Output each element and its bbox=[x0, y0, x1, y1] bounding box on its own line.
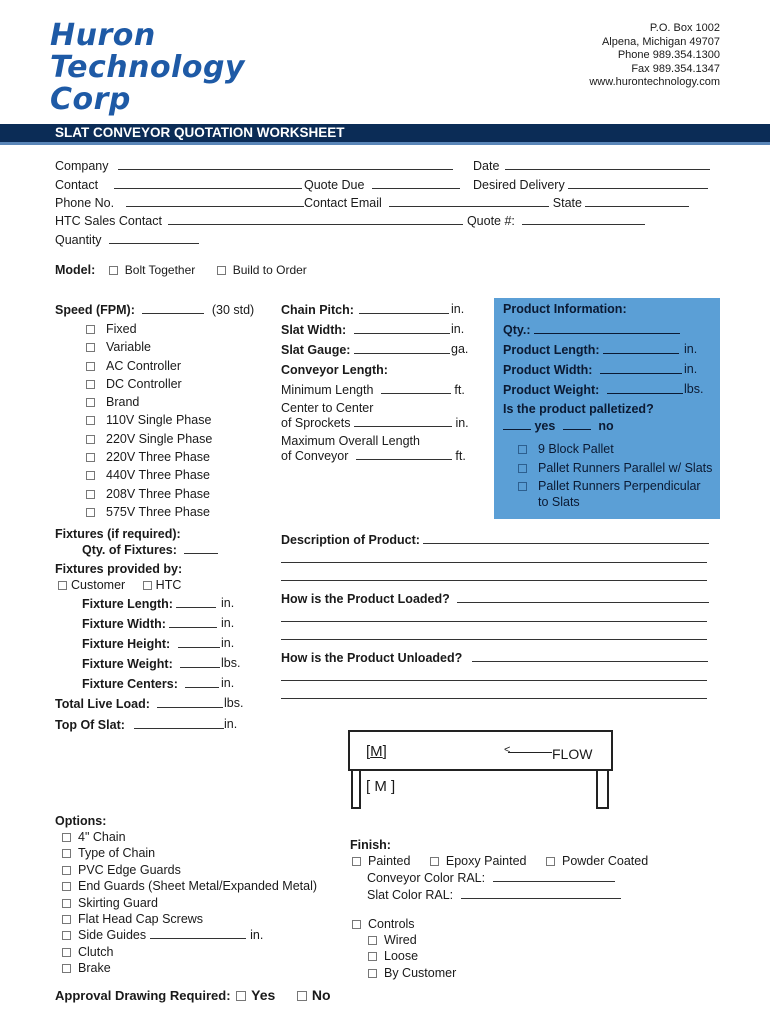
company-input[interactable] bbox=[118, 158, 453, 170]
of-conveyor-label: of Conveyor bbox=[281, 449, 349, 463]
conveyor-length-heading: Conveyor Length: bbox=[281, 363, 388, 377]
checkbox[interactable] bbox=[62, 866, 71, 875]
flow-label: FLOW bbox=[552, 746, 593, 762]
contact-email-label: Contact Email bbox=[304, 196, 382, 210]
product-width-label: Product Width: bbox=[503, 363, 593, 377]
total-live-load-label: Total Live Load: bbox=[55, 697, 150, 711]
checkbox[interactable] bbox=[62, 849, 71, 858]
of-conveyor-input[interactable] bbox=[356, 448, 452, 460]
option-type-of-chain[interactable]: Type of Chain bbox=[62, 845, 317, 861]
address-po-box: P.O. Box 1002 bbox=[649, 22, 720, 34]
approval-row bbox=[55, 987, 331, 1003]
speed-option-440v-three[interactable]: 440V Three Phase bbox=[86, 466, 212, 484]
slat-width-label: Slat Width: bbox=[281, 323, 347, 337]
fixture-height-label: Fixture Height: bbox=[82, 637, 171, 651]
conveyor-color-label: Conveyor Color RAL: bbox=[367, 871, 486, 885]
logo-line-3: Corp bbox=[50, 82, 131, 117]
model-row bbox=[55, 263, 307, 277]
side-guides-input[interactable] bbox=[150, 927, 246, 939]
description-label: Description of Product: bbox=[281, 533, 420, 547]
palletized-yes-input[interactable] bbox=[503, 418, 531, 430]
fixture-centers-input[interactable] bbox=[185, 676, 219, 688]
date-input[interactable] bbox=[505, 158, 710, 170]
fixtures-qty-label: Qty. of Fixtures: bbox=[82, 543, 177, 557]
quote-due-input[interactable] bbox=[372, 177, 460, 189]
slat-gauge-input[interactable] bbox=[354, 342, 450, 354]
top-of-slat-unit: in. bbox=[224, 717, 238, 731]
checkbox[interactable] bbox=[86, 325, 95, 334]
provider-htc[interactable]: HTC bbox=[143, 578, 182, 592]
fixture-height-field bbox=[82, 636, 220, 651]
max-overall-length-label: Maximum Overall Length bbox=[281, 434, 420, 448]
chain-pitch-field bbox=[281, 302, 449, 317]
speed-std: (30 std) bbox=[211, 303, 255, 317]
conveyor-right-leg bbox=[596, 771, 609, 809]
model-bolt-together[interactable]: Bolt Together bbox=[109, 263, 196, 277]
options-heading: Options: bbox=[55, 814, 107, 828]
chain-pitch-label: Chain Pitch: bbox=[281, 303, 354, 317]
of-conveyor-unit: ft. bbox=[455, 449, 466, 463]
checkbox[interactable] bbox=[430, 857, 439, 866]
fixture-length-field bbox=[82, 596, 216, 611]
pallet-options bbox=[518, 440, 712, 509]
of-conveyor-field bbox=[281, 448, 466, 463]
phone-input[interactable] bbox=[126, 195, 304, 207]
side-guides-unit: in. bbox=[250, 928, 264, 943]
controls-checkbox[interactable] bbox=[352, 920, 361, 929]
fixture-centers-unit: in. bbox=[221, 676, 235, 690]
unloaded-label: How is the Product Unloaded? bbox=[281, 651, 463, 665]
unloaded-line-2[interactable] bbox=[281, 680, 707, 681]
checkbox[interactable] bbox=[62, 882, 71, 891]
minimum-length-field bbox=[281, 382, 465, 397]
speed-option-fixed[interactable]: Fixed bbox=[86, 320, 212, 338]
state-label: State bbox=[552, 196, 582, 210]
fixture-centers-field bbox=[82, 676, 219, 691]
htc-sales-contact-input[interactable] bbox=[168, 213, 463, 225]
product-width-input[interactable] bbox=[600, 362, 682, 374]
loaded-label: How is the Product Loaded? bbox=[281, 592, 450, 606]
checkbox[interactable] bbox=[86, 490, 95, 499]
motor-top-label: M bbox=[370, 743, 383, 760]
contact-input[interactable] bbox=[114, 177, 302, 189]
finish-heading: Finish: bbox=[350, 838, 391, 852]
contact-email-field bbox=[304, 195, 689, 210]
fixture-width-unit: in. bbox=[221, 616, 235, 630]
speed-option-208v-three[interactable]: 208V Three Phase bbox=[86, 485, 212, 503]
checkbox[interactable] bbox=[143, 581, 152, 590]
chain-pitch-unit: in. bbox=[451, 302, 465, 316]
product-length-field bbox=[503, 342, 679, 357]
htc-sales-contact-label: HTC Sales Contact bbox=[55, 214, 162, 228]
product-qty-label: Qty.: bbox=[503, 323, 531, 337]
top-of-slat-label: Top Of Slat: bbox=[55, 718, 125, 732]
pallet-option-9-block[interactable]: 9 Block Pallet bbox=[518, 440, 712, 459]
speed-field bbox=[55, 302, 254, 317]
fixture-length-label: Fixture Length: bbox=[82, 597, 173, 611]
slat-gauge-field bbox=[281, 342, 450, 357]
speed-label: Speed (FPM): bbox=[55, 303, 135, 317]
contact-label: Contact bbox=[55, 178, 99, 192]
motor-bottom-marker: [ M ] bbox=[366, 778, 396, 795]
sprockets-input[interactable] bbox=[354, 415, 452, 427]
speed-option-575v-three[interactable]: 575V Three Phase bbox=[86, 503, 212, 521]
quantity-field bbox=[55, 232, 199, 247]
fixtures-provided-by: Fixtures provided by: bbox=[55, 562, 183, 576]
option-end-guards[interactable]: End Guards (Sheet Metal/Expanded Metal) bbox=[62, 878, 317, 894]
sprockets-unit: in. bbox=[455, 416, 469, 430]
unloaded-line-3[interactable] bbox=[281, 698, 707, 699]
approval-no[interactable]: No bbox=[297, 988, 331, 1003]
checkbox[interactable] bbox=[62, 964, 71, 973]
checkbox[interactable] bbox=[236, 991, 246, 1001]
checkbox[interactable] bbox=[518, 445, 527, 454]
model-build-to-order[interactable]: Build to Order bbox=[217, 263, 307, 277]
total-live-load-field bbox=[55, 696, 223, 711]
quote-due-field bbox=[304, 177, 460, 192]
conveyor-color-input[interactable] bbox=[493, 870, 615, 882]
checkbox[interactable] bbox=[86, 453, 95, 462]
product-weight-label: Product Weight: bbox=[503, 383, 600, 397]
checkbox[interactable] bbox=[368, 936, 377, 945]
checkbox[interactable] bbox=[546, 857, 555, 866]
option-4-chain[interactable]: 4" Chain bbox=[62, 829, 317, 845]
logo-line-1: Huron bbox=[50, 18, 156, 53]
fixture-weight-label: Fixture Weight: bbox=[82, 657, 173, 671]
checkbox[interactable] bbox=[518, 482, 527, 491]
company-address bbox=[589, 22, 720, 90]
loaded-input[interactable] bbox=[457, 591, 709, 603]
minimum-length-label: Minimum Length bbox=[281, 383, 374, 397]
checkbox[interactable] bbox=[86, 435, 95, 444]
date-label: Date bbox=[473, 159, 500, 173]
options-list bbox=[62, 829, 317, 977]
unloaded-input[interactable] bbox=[472, 650, 708, 662]
conveyor-left-leg bbox=[351, 771, 361, 809]
quote-due-label: Quote Due bbox=[304, 178, 365, 192]
slat-color-label: Slat Color RAL: bbox=[367, 888, 454, 902]
unloaded-field bbox=[281, 650, 708, 665]
slat-width-input[interactable] bbox=[354, 322, 450, 334]
product-width-field bbox=[503, 362, 682, 377]
fixture-length-unit: in. bbox=[221, 596, 235, 610]
company-logo bbox=[50, 20, 245, 116]
chain-pitch-input[interactable] bbox=[359, 302, 449, 314]
fixture-weight-input[interactable] bbox=[180, 656, 220, 668]
fixture-width-label: Fixture Width: bbox=[82, 617, 166, 631]
build-to-order-checkbox[interactable] bbox=[217, 266, 226, 275]
conveyor-bed-bottom bbox=[348, 769, 613, 771]
minimum-length-unit: ft. bbox=[454, 383, 465, 397]
state-input[interactable] bbox=[585, 195, 689, 207]
title-underline bbox=[0, 142, 770, 145]
loaded-line-2[interactable] bbox=[281, 621, 707, 622]
page-title: SLAT CONVEYOR QUOTATION WORKSHEET bbox=[0, 124, 770, 142]
company-field bbox=[55, 158, 453, 173]
controls-loose[interactable]: Loose bbox=[368, 948, 456, 964]
product-weight-field bbox=[503, 382, 683, 397]
product-weight-unit: lbs. bbox=[684, 382, 704, 396]
checkbox[interactable] bbox=[62, 931, 71, 940]
product-length-input[interactable] bbox=[603, 342, 679, 354]
conveyor-diagram bbox=[348, 730, 613, 810]
checkbox[interactable] bbox=[86, 362, 95, 371]
palletized-answer bbox=[503, 418, 614, 433]
controls-wired[interactable]: Wired bbox=[368, 932, 456, 948]
fixtures-qty-input[interactable] bbox=[184, 542, 218, 554]
loaded-field bbox=[281, 591, 709, 606]
checkbox[interactable] bbox=[86, 380, 95, 389]
approval-label: Approval Drawing Required: bbox=[55, 988, 231, 1003]
address-city: Alpena, Michigan 49707 bbox=[601, 35, 720, 48]
slat-color-field bbox=[367, 887, 621, 902]
contact-email-input[interactable] bbox=[389, 195, 549, 207]
palletized-no-input[interactable] bbox=[563, 418, 591, 430]
fixture-height-input[interactable] bbox=[178, 636, 220, 648]
contact-field bbox=[55, 177, 302, 192]
option-clutch[interactable]: Clutch bbox=[62, 944, 317, 960]
quote-no-label: Quote #: bbox=[466, 214, 515, 228]
checkbox[interactable] bbox=[86, 508, 95, 517]
total-live-load-unit: lbs. bbox=[224, 696, 244, 710]
controls-options bbox=[368, 932, 456, 981]
description-line-2[interactable] bbox=[281, 562, 707, 563]
option-pvc-edge-guards[interactable]: PVC Edge Guards bbox=[62, 862, 317, 878]
finish-epoxy-painted[interactable]: Epoxy Painted bbox=[430, 854, 527, 868]
checkbox[interactable] bbox=[368, 969, 377, 978]
controls-by-customer[interactable]: By Customer bbox=[368, 965, 456, 981]
fixtures-qty-field bbox=[82, 542, 218, 557]
flow-arrow-head-icon: < bbox=[504, 744, 511, 756]
pallet-option-perpendicular-cont: to Slats bbox=[538, 494, 580, 509]
product-length-label: Product Length: bbox=[503, 343, 600, 357]
fixture-width-input[interactable] bbox=[169, 616, 217, 628]
desired-delivery-field bbox=[473, 177, 708, 192]
checkbox[interactable] bbox=[86, 343, 95, 352]
pallet-option-perpendicular[interactable]: Pallet Runners Perpendicular bbox=[518, 477, 712, 496]
palletized-yes-label: yes bbox=[534, 419, 556, 433]
slat-width-unit: in. bbox=[451, 322, 465, 336]
phone-label: Phone No. bbox=[55, 196, 115, 210]
top-of-slat-input[interactable] bbox=[134, 717, 224, 729]
option-flat-head-cap-screws[interactable]: Flat Head Cap Screws bbox=[62, 911, 317, 927]
product-qty-field bbox=[503, 322, 680, 337]
model-label: Model: bbox=[55, 263, 96, 277]
checkbox[interactable] bbox=[86, 398, 95, 407]
quantity-input[interactable] bbox=[109, 232, 199, 244]
description-line-3[interactable] bbox=[281, 580, 707, 581]
option-side-guides[interactable]: Side Guides in. bbox=[62, 927, 317, 943]
finish-options bbox=[352, 854, 648, 868]
speed-options bbox=[86, 320, 212, 521]
motor-bottom-label: M bbox=[374, 778, 387, 795]
slat-gauge-label: Slat Gauge: bbox=[281, 343, 351, 357]
slat-width-field bbox=[281, 322, 450, 337]
product-qty-input[interactable] bbox=[534, 322, 680, 334]
speed-option-220v-three[interactable]: 220V Three Phase bbox=[86, 448, 212, 466]
desired-delivery-input[interactable] bbox=[568, 177, 708, 189]
palletized-question: Is the product palletized? bbox=[503, 402, 654, 416]
quantity-label: Quantity bbox=[55, 233, 102, 247]
product-weight-input[interactable] bbox=[607, 382, 683, 394]
checkbox[interactable] bbox=[86, 416, 95, 425]
checkbox[interactable] bbox=[368, 952, 377, 961]
bolt-together-checkbox[interactable] bbox=[109, 266, 118, 275]
date-field bbox=[473, 158, 710, 173]
controls-label: Controls bbox=[368, 917, 415, 931]
speed-option-brand[interactable]: Brand bbox=[86, 393, 212, 411]
speed-option-ac-controller[interactable]: AC Controller bbox=[86, 357, 212, 375]
checkbox[interactable] bbox=[297, 991, 307, 1001]
quote-no-input[interactable] bbox=[522, 213, 645, 225]
fixtures-provider-options bbox=[58, 578, 181, 592]
htc-sales-contact-field bbox=[55, 213, 645, 228]
fixtures-heading: Fixtures (if required): bbox=[55, 527, 181, 541]
fixture-weight-unit: lbs. bbox=[221, 656, 241, 670]
speed-option-220v-single[interactable]: 220V Single Phase bbox=[86, 430, 212, 448]
slat-gauge-unit: ga. bbox=[451, 342, 469, 356]
speed-option-variable[interactable]: Variable bbox=[86, 338, 212, 356]
description-field bbox=[281, 532, 709, 547]
fixture-width-field bbox=[82, 616, 217, 631]
slat-color-input[interactable] bbox=[461, 887, 621, 899]
checkbox[interactable] bbox=[58, 581, 67, 590]
checkbox[interactable] bbox=[62, 948, 71, 957]
company-label: Company bbox=[55, 159, 109, 173]
fixture-weight-field bbox=[82, 656, 220, 671]
product-length-unit: in. bbox=[684, 342, 698, 356]
product-width-unit: in. bbox=[684, 362, 698, 376]
finish-powder-coated[interactable]: Powder Coated bbox=[546, 854, 648, 868]
option-brake[interactable]: Brake bbox=[62, 960, 317, 976]
checkbox[interactable] bbox=[86, 471, 95, 480]
motor-top-marker: [M] bbox=[366, 743, 387, 760]
phone-field bbox=[55, 195, 304, 210]
speed-option-110v-single[interactable]: 110V Single Phase bbox=[86, 411, 212, 429]
logo-line-2: Technology bbox=[50, 50, 245, 85]
checkbox[interactable] bbox=[352, 857, 361, 866]
finish-painted[interactable]: Painted bbox=[352, 854, 410, 868]
provider-customer[interactable]: Customer bbox=[58, 578, 125, 592]
fixture-centers-label: Fixture Centers: bbox=[82, 677, 178, 691]
desired-delivery-label: Desired Delivery bbox=[473, 178, 565, 192]
conveyor-color-field bbox=[367, 870, 615, 885]
address-fax: Fax 989.354.1347 bbox=[631, 62, 720, 75]
sprockets-label: of Sprockets bbox=[281, 416, 351, 430]
speed-input[interactable] bbox=[142, 302, 204, 314]
pallet-option-parallel[interactable]: Pallet Runners Parallel w/ Slats bbox=[518, 459, 712, 478]
checkbox[interactable] bbox=[518, 464, 527, 473]
sprockets-field bbox=[281, 415, 469, 430]
palletized-no-label: no bbox=[598, 419, 614, 433]
loaded-line-3[interactable] bbox=[281, 639, 707, 640]
top-of-slat-field bbox=[55, 717, 224, 732]
description-input[interactable] bbox=[423, 532, 709, 544]
controls-heading[interactable] bbox=[352, 917, 415, 931]
speed-option-dc-controller[interactable]: DC Controller bbox=[86, 375, 212, 393]
minimum-length-input[interactable] bbox=[381, 382, 451, 394]
total-live-load-input[interactable] bbox=[157, 696, 223, 708]
fixture-length-input[interactable] bbox=[176, 596, 216, 608]
fixture-height-unit: in. bbox=[221, 636, 235, 650]
checkbox[interactable] bbox=[62, 899, 71, 908]
checkbox[interactable] bbox=[62, 915, 71, 924]
address-phone: Phone 989.354.1300 bbox=[617, 49, 720, 61]
checkbox[interactable] bbox=[62, 833, 71, 842]
flow-arrow-line bbox=[508, 752, 552, 753]
address-website[interactable]: www.hurontechnology.com bbox=[589, 76, 720, 88]
center-to-center-label: Center to Center bbox=[281, 401, 374, 415]
approval-yes[interactable]: Yes bbox=[236, 988, 275, 1003]
option-skirting-guard[interactable]: Skirting Guard bbox=[62, 895, 317, 911]
product-info-title: Product Information: bbox=[503, 302, 627, 316]
product-info-panel bbox=[494, 298, 720, 519]
